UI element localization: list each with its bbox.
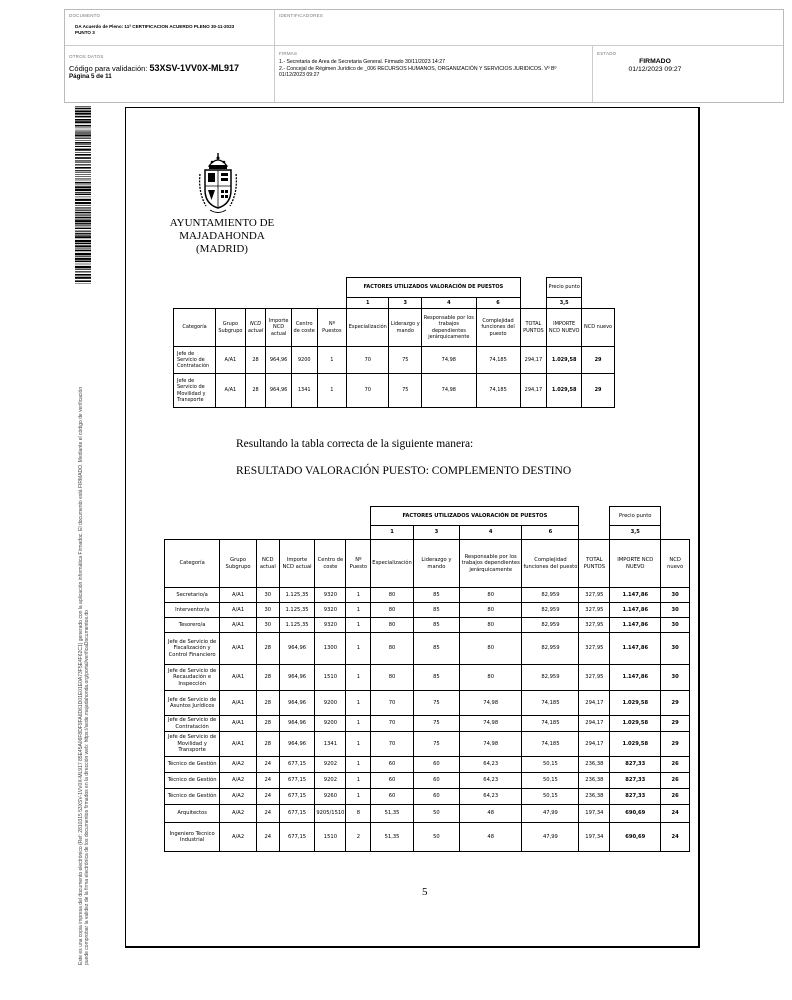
table-cell: 677,15 — [279, 773, 315, 789]
table-cell: 294,17 — [579, 716, 610, 732]
table-cell: 327,95 — [579, 618, 610, 633]
page-number: 5 — [422, 886, 428, 898]
table-cell: 24 — [661, 805, 690, 823]
table-cell: 327,95 — [579, 588, 610, 603]
table-cell: A/A2 — [220, 789, 257, 805]
t2-h-categoria: Categoría — [165, 540, 220, 588]
table-cell: 1 — [346, 633, 371, 665]
row-category: Jefe de Servicio de Contratación — [174, 347, 216, 374]
table-cell: 28 — [256, 716, 279, 732]
estado-date: 01/12/2023 09:27 — [628, 66, 682, 73]
table-cell: 75 — [389, 374, 422, 408]
t2-h-importe-nuevo: IMPORTE NCD NUEVO — [610, 540, 661, 588]
t1-factor-1: 1 — [347, 298, 389, 309]
table-cell: 60 — [371, 757, 413, 773]
t2-h-espec: Especialización — [371, 540, 413, 588]
table-cell: 24 — [256, 757, 279, 773]
t2-factor-4: 4 — [460, 526, 522, 540]
t2-h-puestos: Nº Puesto — [346, 540, 371, 588]
table-cell: 1341 — [291, 374, 317, 408]
table-row — [165, 773, 690, 789]
table-cell: 1.147,86 — [610, 633, 661, 665]
table-cell: 236,38 — [579, 789, 610, 805]
table-cell: 26 — [661, 757, 690, 773]
table-cell: 29 — [582, 347, 615, 374]
t2-h-total: TOTAL PUNTOS — [579, 540, 610, 588]
table-cell: 26 — [661, 773, 690, 789]
table-cell: 74,185 — [476, 374, 520, 408]
table-cell: 29 — [661, 732, 690, 757]
table-cell: 74,185 — [522, 716, 579, 732]
row-category: Ingeniero Técnico Industrial — [165, 823, 220, 852]
table-cell: 60 — [371, 773, 413, 789]
firma-2-date: 01/12/2023 09:27 — [279, 72, 320, 78]
table-cell: 74,185 — [522, 691, 579, 716]
table-cell: 64,23 — [460, 757, 522, 773]
t1-precio-header: Precio punto — [547, 278, 582, 298]
ayuntamiento-line1: AYUNTAMIENTO DE — [169, 217, 275, 229]
table-cell: 74,98 — [460, 732, 522, 757]
table-cell: 30 — [256, 588, 279, 603]
table-cell: 24 — [661, 823, 690, 852]
t1-factores-header: FACTORES UTILIZADOS VALORACIÓN DE PUESTOS — [347, 278, 520, 298]
table-cell: 9320 — [315, 588, 346, 603]
table-cell: A/A1 — [220, 618, 257, 633]
table-cell: 74,185 — [476, 347, 520, 374]
resultando-text: Resultando la tabla correcta de la siguiente manera: — [236, 438, 474, 450]
table-cell: 1.029,58 — [610, 691, 661, 716]
t1-h-ncd-nuevo: NCD nuevo — [582, 309, 615, 347]
t1-h-categoria: Categoría — [174, 309, 216, 347]
table-cell: 294,17 — [579, 732, 610, 757]
t1-h-grupo: Grupo Subgrupo — [216, 309, 246, 347]
table-row — [165, 716, 690, 732]
table-cell: 70 — [371, 691, 413, 716]
documento-text: DA Acuerdo de Pleno: 11ª CERTIFICACION ACUERDO PLENO 30-11-2023 — [75, 24, 235, 29]
t2-h-ncd-nuevo: NCD nuevo — [661, 540, 690, 588]
t1-h-importe-nuevo: IMPORTE NCD NUEVO — [547, 309, 582, 347]
firmas-label: FIRMAS — [279, 51, 298, 56]
verification-side-text — [78, 387, 91, 965]
table-cell: 80 — [371, 665, 413, 691]
table-cell: A/A1 — [220, 691, 257, 716]
table-cell: 85 — [413, 618, 459, 633]
table-cell: 2 — [346, 823, 371, 852]
table-cell: 9260 — [315, 789, 346, 805]
table-cell: 60 — [371, 789, 413, 805]
t2-factor-1: 1 — [371, 526, 413, 540]
coat-of-arms-icon — [196, 152, 240, 216]
table-cell: 85 — [413, 603, 459, 618]
table-cell: 29 — [661, 691, 690, 716]
table-cell: 677,15 — [279, 823, 315, 852]
table-cell: 74,98 — [422, 347, 476, 374]
table-cell: 327,95 — [579, 633, 610, 665]
table-cell: A/A1 — [216, 347, 246, 374]
table-cell: 70 — [347, 347, 389, 374]
table-cell: 1 — [346, 732, 371, 757]
table-cell: 1510 — [315, 823, 346, 852]
firma-1: 1.- Secretaria de Area de Secretaria General. Firmado 30/11/2023 14:27 — [279, 59, 446, 65]
t1-factores-row — [174, 278, 615, 298]
table-cell: 9200 — [291, 347, 317, 374]
table-cell: 1 — [346, 789, 371, 805]
t1-precio-value: 3,5 — [547, 298, 582, 309]
table-row — [165, 823, 690, 852]
table-cell: 75 — [413, 716, 459, 732]
table-cell: 1 — [346, 716, 371, 732]
table-cell: A/A1 — [220, 588, 257, 603]
valuation-table-original — [173, 277, 615, 408]
table-cell: A/A1 — [220, 716, 257, 732]
table-cell: 85 — [413, 588, 459, 603]
table-cell: 30 — [661, 618, 690, 633]
t1-column-headers — [174, 309, 615, 347]
table-cell: 80 — [460, 618, 522, 633]
table-row — [165, 588, 690, 603]
table-cell: 827,33 — [610, 789, 661, 805]
table-cell: 1.147,86 — [610, 603, 661, 618]
resultado-heading: RESULTADO VALORACIÓN PUESTO: COMPLEMENTO DESTINO — [236, 465, 572, 477]
table-cell: 9200 — [315, 691, 346, 716]
table-cell: 690,69 — [610, 823, 661, 852]
table-cell: 47,99 — [522, 823, 579, 852]
table-row — [165, 732, 690, 757]
table-cell: 47,99 — [522, 805, 579, 823]
table-cell: 294,17 — [520, 374, 547, 408]
t1-factor-3: 3 — [389, 298, 422, 309]
side-text-line2: puede comprobar la validez de la firma electrónica de los documentos firmados en la dirección web: https://sede.majadahonda.org/portal/verificaDocumentos.do — [84, 610, 91, 965]
t2-h-importe: Importe NCD actual — [279, 540, 315, 588]
t2-precio-value: 3,5 — [610, 526, 661, 540]
table-cell: 51,35 — [371, 805, 413, 823]
t2-h-responsable: Responsable por los trabajos dependientes jerárquicamente — [460, 540, 522, 588]
table-cell: 236,38 — [579, 757, 610, 773]
table-cell: 24 — [256, 789, 279, 805]
table-cell: 70 — [371, 732, 413, 757]
table-cell: 1.029,58 — [610, 716, 661, 732]
row-category: Técnico de Gestión — [165, 773, 220, 789]
table-cell: 964,96 — [279, 691, 315, 716]
table-cell: 50 — [413, 823, 459, 852]
table-cell: 1.029,58 — [547, 374, 582, 408]
t1-body — [174, 347, 615, 408]
row-category: Jefe de Servicio de Movilidad y Transporte — [174, 374, 216, 408]
table-cell: 294,17 — [579, 691, 610, 716]
table-cell: 1 — [317, 347, 347, 374]
table-cell: 85 — [413, 633, 459, 665]
table-cell: 50,15 — [522, 789, 579, 805]
table-cell: 80 — [371, 603, 413, 618]
otros-datos-cell — [65, 46, 275, 102]
table-row — [165, 805, 690, 823]
table-cell: 1.147,86 — [610, 588, 661, 603]
table-cell: A/A2 — [220, 757, 257, 773]
t1-h-total: TOTAL PUNTOS — [520, 309, 547, 347]
table-cell: 197,34 — [579, 823, 610, 852]
table-cell: 1.125,35 — [279, 618, 315, 633]
table-cell: 1 — [346, 603, 371, 618]
row-category: Jefe de Servicio de Fiscalización y Control Financiero — [165, 633, 220, 665]
ayuntamiento-line3: (MADRID) — [196, 243, 248, 255]
table-cell: 964,96 — [279, 633, 315, 665]
table-cell: 24 — [256, 823, 279, 852]
row-category: Secretario/a — [165, 588, 220, 603]
table-cell: 964,96 — [266, 374, 292, 408]
ayuntamiento-heading — [160, 217, 284, 256]
table-cell: 74,98 — [422, 374, 476, 408]
table-row — [165, 618, 690, 633]
row-category: Jefe de Servicio de Contratación — [165, 716, 220, 732]
table-cell: 28 — [256, 732, 279, 757]
table-cell: 827,33 — [610, 757, 661, 773]
table-cell: 74,98 — [460, 691, 522, 716]
t2-precio-header: Precio punto — [610, 507, 661, 526]
table-cell: 30 — [661, 588, 690, 603]
table-cell: 48 — [460, 805, 522, 823]
ayuntamiento-line2: MAJADAHONDA — [179, 230, 265, 242]
table-cell: 677,15 — [279, 789, 315, 805]
row-category: Arquitectos — [165, 805, 220, 823]
table-cell: A/A2 — [220, 805, 257, 823]
table-row — [165, 633, 690, 665]
table-cell: A/A1 — [216, 374, 246, 408]
firma-2: 2.- Concejal de Régimen Jurídico de _006 RECURSOS HUMANOS, ORGANIZACIÓN Y SERVICIOS JURIDICOS. Vº Bº — [279, 65, 557, 72]
documento-cell — [65, 10, 275, 46]
table-cell: 327,95 — [579, 665, 610, 691]
t2-h-complejidad: Complejidad funciones del puesto — [522, 540, 579, 588]
row-category: Jefe de Servicio de Asuntos Jurídicos — [165, 691, 220, 716]
table-row — [165, 757, 690, 773]
t2-factores-row — [165, 507, 690, 526]
identificadores-cell — [275, 10, 783, 46]
table-row — [174, 374, 615, 408]
table-cell: 29 — [582, 374, 615, 408]
table-cell: 70 — [371, 716, 413, 732]
table-cell: 24 — [256, 805, 279, 823]
table-cell: 85 — [413, 665, 459, 691]
table-cell: A/A1 — [220, 603, 257, 618]
t2-factores-header: FACTORES UTILIZADOS VALORACIÓN DE PUESTOS — [371, 507, 579, 526]
table-cell: 1 — [346, 618, 371, 633]
table-cell: 82,959 — [522, 665, 579, 691]
side-text-line1: Este es una copia impresa del documento electrónico (Ref: 2810315 53XSV-1VV0X-ML917 85E45A06F8DF9FA6D61D01E01E0A73F5E4F62C1) generado con la aplicación informática Firmadoc. El documento está FIRMADO. Mediante el código de verificación — [78, 386, 84, 965]
table-cell: 9320 — [315, 603, 346, 618]
estado-value: FIRMADO — [639, 58, 671, 65]
table-cell: 82,959 — [522, 618, 579, 633]
table-cell: 60 — [413, 757, 459, 773]
table-cell: 50,15 — [522, 773, 579, 789]
table-cell: 29 — [661, 716, 690, 732]
t1-h-responsable: Responsable por los trabajos dependientes jerárquicamente — [422, 309, 476, 347]
table-cell: 30 — [661, 633, 690, 665]
t2-column-headers — [165, 540, 690, 588]
t1-h-ncd: NCD actual — [245, 309, 266, 347]
t1-h-espec: Especialización — [347, 309, 389, 347]
table-cell: 9205/1510 — [315, 805, 346, 823]
table-cell: 30 — [256, 618, 279, 633]
table-cell: 60 — [413, 773, 459, 789]
table-row — [174, 347, 615, 374]
table-cell: 30 — [661, 603, 690, 618]
row-category: Interventor/a — [165, 603, 220, 618]
valuation-table-corrected — [164, 506, 690, 852]
table-cell: 677,15 — [279, 757, 315, 773]
table-cell: 1.029,58 — [610, 732, 661, 757]
table-cell: 82,959 — [522, 633, 579, 665]
table-cell: 236,38 — [579, 773, 610, 789]
table-cell: A/A1 — [220, 665, 257, 691]
otros-label: OTROS DATOS — [69, 54, 104, 59]
table-cell: 964,96 — [266, 347, 292, 374]
document-header — [64, 9, 784, 103]
row-category: Técnico de Gestión — [165, 789, 220, 805]
documento-sub: PUNTO 3 — [75, 30, 95, 35]
table-cell: A/A2 — [220, 773, 257, 789]
table-cell: 1 — [346, 588, 371, 603]
table-cell: 327,95 — [579, 603, 610, 618]
table-cell: 690,69 — [610, 805, 661, 823]
table-cell: 82,959 — [522, 603, 579, 618]
row-category: Tesorero/a — [165, 618, 220, 633]
table-cell: 827,33 — [610, 773, 661, 789]
t2-h-grupo: Grupo Subgrupo — [220, 540, 257, 588]
barcode — [75, 106, 91, 284]
table-cell: 28 — [256, 633, 279, 665]
table-cell: 1300 — [315, 633, 346, 665]
firmas-cell — [275, 46, 593, 102]
table-cell: 197,34 — [579, 805, 610, 823]
table-cell: 80 — [460, 603, 522, 618]
t2-factor-6: 6 — [522, 526, 579, 540]
table-cell: 677,15 — [279, 805, 315, 823]
table-cell: 9202 — [315, 757, 346, 773]
t1-h-puestos: Nº Puestos — [317, 309, 347, 347]
table-cell: 28 — [245, 374, 266, 408]
table-cell: 28 — [256, 691, 279, 716]
table-cell: 9320 — [315, 618, 346, 633]
t2-h-centro: Centro de coste — [315, 540, 346, 588]
table-cell: 80 — [460, 665, 522, 691]
t2-body — [165, 588, 690, 852]
table-cell: 1.125,35 — [279, 603, 315, 618]
table-cell: 74,185 — [522, 732, 579, 757]
table-cell: 30 — [256, 603, 279, 618]
table-row — [165, 691, 690, 716]
table-cell: 1.029,58 — [547, 347, 582, 374]
table-cell: 80 — [371, 588, 413, 603]
table-cell: 294,17 — [520, 347, 547, 374]
t1-h-complejidad: Complejidad funciones del puesto — [476, 309, 520, 347]
table-cell: 64,23 — [460, 773, 522, 789]
row-category: Jefe de Servicio de Movilidad y Transporte — [165, 732, 220, 757]
table-cell: 74,98 — [460, 716, 522, 732]
table-cell: 9200 — [315, 716, 346, 732]
table-cell: 24 — [256, 773, 279, 789]
table-cell: 60 — [413, 789, 459, 805]
table-cell: 1 — [346, 691, 371, 716]
t2-factor-3: 3 — [413, 526, 459, 540]
table-cell: 50 — [413, 805, 459, 823]
table-cell: 75 — [413, 732, 459, 757]
table-row — [165, 665, 690, 691]
table-cell: 28 — [256, 665, 279, 691]
table-cell: 48 — [460, 823, 522, 852]
table-cell: 1 — [317, 374, 347, 408]
table-cell: 50,15 — [522, 757, 579, 773]
table-cell: 1.147,86 — [610, 618, 661, 633]
table-cell: 8 — [346, 805, 371, 823]
documento-label: DOCUMENTO — [69, 13, 101, 18]
table-cell: 80 — [371, 618, 413, 633]
t1-factor-6: 6 — [476, 298, 520, 309]
table-cell: 51,35 — [371, 823, 413, 852]
t2-h-ncd: NCD actual — [256, 540, 279, 588]
table-cell: 1 — [346, 757, 371, 773]
estado-cell — [593, 46, 783, 102]
table-cell: A/A1 — [220, 732, 257, 757]
table-cell: 1510 — [315, 665, 346, 691]
codigo-prefix: Código para validación: — [69, 64, 148, 73]
table-cell: A/A1 — [220, 633, 257, 665]
table-cell: 82,959 — [522, 588, 579, 603]
table-cell: 75 — [389, 347, 422, 374]
table-cell: 80 — [460, 588, 522, 603]
table-cell: 1 — [346, 665, 371, 691]
table-cell: 75 — [413, 691, 459, 716]
table-cell: 30 — [661, 665, 690, 691]
codigo-validacion[interactable]: 53XSV-1VV0X-ML917 — [149, 63, 240, 73]
t1-factor-numbers-row — [174, 298, 615, 309]
table-cell: 1.125,35 — [279, 588, 315, 603]
t1-h-importe: Importe NCD actual — [266, 309, 292, 347]
table-cell: 80 — [371, 633, 413, 665]
table-cell: 1341 — [315, 732, 346, 757]
table-cell: 964,96 — [279, 716, 315, 732]
table-cell: 9202 — [315, 773, 346, 789]
table-cell: A/A2 — [220, 823, 257, 852]
t1-factor-4: 4 — [422, 298, 476, 309]
t2-factor-numbers-row — [165, 526, 690, 540]
table-cell: 1 — [346, 773, 371, 789]
t1-h-centro: Centro de coste — [291, 309, 317, 347]
table-cell: 28 — [245, 347, 266, 374]
table-row — [165, 789, 690, 805]
table-row — [165, 603, 690, 618]
t2-h-liderazgo: Liderazgo y mando — [413, 540, 459, 588]
table-cell: 70 — [347, 374, 389, 408]
table-cell: 80 — [460, 633, 522, 665]
table-cell: 964,96 — [279, 665, 315, 691]
table-cell: 64,23 — [460, 789, 522, 805]
identificadores-label: IDENTIFICADORES — [279, 13, 324, 18]
t1-h-liderazgo: Liderazgo y mando — [389, 309, 422, 347]
table-cell: 964,96 — [279, 732, 315, 757]
estado-label: ESTADO — [597, 51, 617, 56]
row-category: Técnico de Gestión — [165, 757, 220, 773]
table-cell: 1.147,86 — [610, 665, 661, 691]
row-category: Jefe de Servicio de Recaudación e Inspección — [165, 665, 220, 691]
pagina-text: Página 5 de 11 — [69, 73, 112, 80]
codigo-line — [69, 64, 239, 73]
table-cell: 26 — [661, 789, 690, 805]
